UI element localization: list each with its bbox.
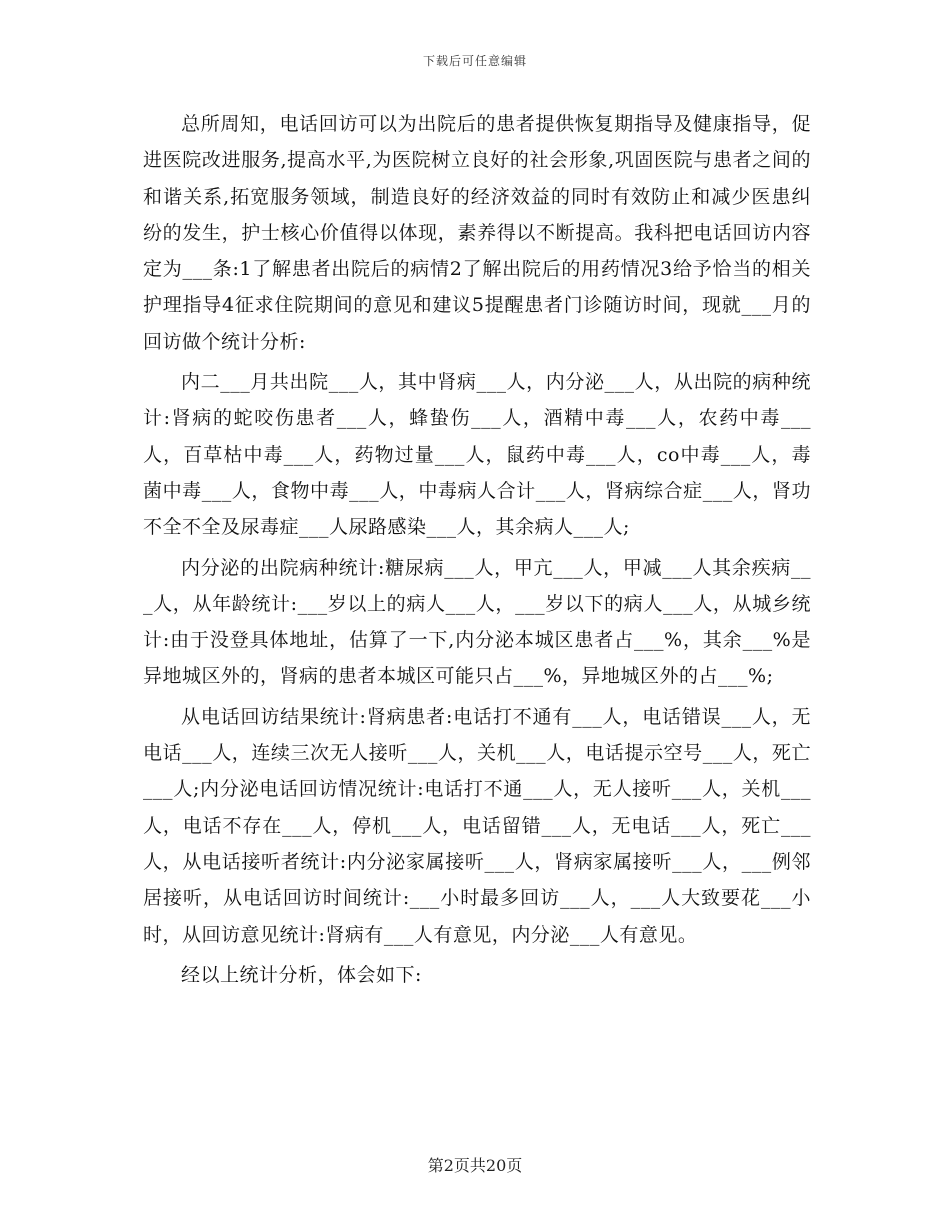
paragraph-conclusion-lead: 经以上统计分析，体会如下: (181, 963, 422, 986)
page-header: 下载后可任意编辑 (422, 54, 527, 68)
paragraph-callback-results: 从电话回访结果统计:肾病患者:电话打不通有___人，电话错误___人，无电话___人，连续三次无人接听___人，关机___人，电话提示空号___人，死亡___人;内分泌电话回访情况统计:电话打不通___人，无人接听___人，关机___人，电话不存在___人，停机___人，电话留错___人，无电话___人，死亡___人，从电话接听者统计:内分泌家属接听___人，肾病家属接听___人，___例邻居接听，从电话回访时间统计:___小时最多回访___人，___人大致要花___小时，从回访意见统计:肾病有___人有意见，内分泌___人有意见。 (143, 705, 811, 946)
paragraph-intro: 总所周知，电话回访可以为出院后的患者提供恢复期指导及健康指导，促进医院改进服务,提高水平,为医院树立良好的社会形象,巩固医院与患者之间的和谐关系,拓宽服务领域，制造良好的经济效益的同时有效防止和减少医患纠纷的发生，护士核心价值得以体现，素养得以不断提高。我科把电话回访内容定为___条:1了解患者出院后的病情2了解出院后的用药情况3给予恰当的相关护理指导4征求住院期间的意见和建议5提醒患者门诊随访时间，现就___月的回访做个统计分析: (143, 113, 811, 353)
paragraph-endocrine-stats: 内分泌的出院病种统计:糖尿病___人，甲亢___人，甲减___人其余疾病___人，从年龄统计:___岁以上的病人___人，___岁以下的病人___人，从城乡统计:由于没登具体地址，估算了一下,内分泌本城区患者占___%，其余___%是异地城区外的，肾病的患者本城区可能只占___%，异地城区外的占___%; (143, 556, 811, 688)
page-number-footer: 第2页共20页 (427, 1156, 523, 1175)
paragraph-discharge-stats: 内二___月共出院___人，其中肾病___人，内分泌___人，从出院的病种统计:肾病的蛇咬伤患者___人，蜂蛰伤___人，酒精中毒___人，农药中毒___人，百草枯中毒___人，药物过量___人，鼠药中毒___人，co中毒___人，毒菌中毒___人，食物中毒___人，中毒病人合计___人，肾病综合症___人，肾功不全不全及尿毒症___人尿路感染___人，其余病人___人; (143, 371, 811, 539)
document-body (143, 106, 811, 997)
